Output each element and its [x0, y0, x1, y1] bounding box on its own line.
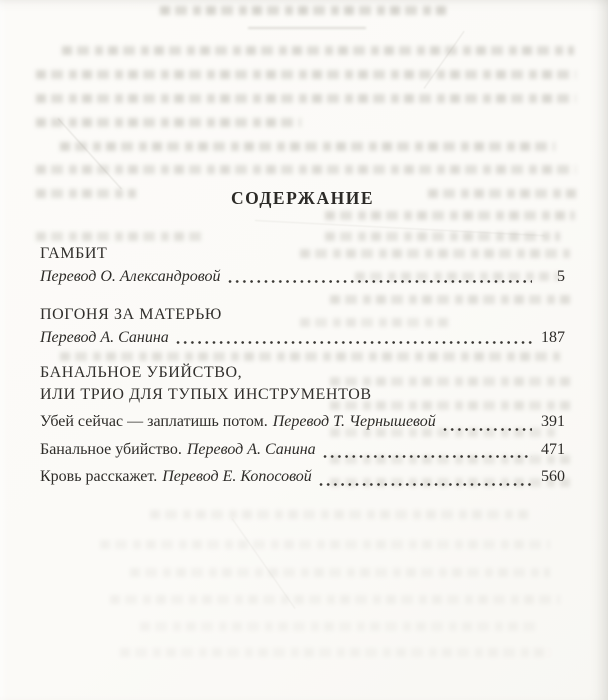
ghost-text-line	[130, 568, 550, 577]
ghost-text-line	[60, 142, 555, 151]
toc-entry-title: Кровь расскажет.	[40, 468, 158, 485]
dot-leader	[323, 454, 532, 459]
ghost-divider-rule	[248, 27, 366, 29]
toc-entry-translator: Перевод Е. Копосовой	[162, 468, 312, 485]
table-of-contents	[40, 187, 565, 491]
ghost-text-line	[150, 510, 530, 519]
ghost-text-line	[36, 94, 576, 103]
toc-entry	[40, 265, 565, 288]
ghost-text-line	[36, 165, 576, 174]
toc-entry-translator: Перевод А. Санина	[186, 440, 316, 458]
toc-entry-label	[40, 463, 312, 491]
ghost-text-line	[120, 648, 550, 657]
toc-section-title-line1: БАНАЛЬНОЕ УБИЙСТВО,	[40, 364, 243, 381]
toc-entry-translator: Перевод Т. Чернышевой	[272, 413, 436, 430]
toc-entry-translator: Перевод О. Александровой	[40, 268, 221, 285]
toc-entry	[40, 408, 565, 436]
toc-section-title-line2: ИЛИ ТРИО ДЛЯ ТУПЫХ ИНСТРУМЕНТОВ	[40, 386, 372, 403]
ghost-text-line	[100, 540, 550, 549]
toc-entry-page-number: 560	[541, 468, 565, 485]
toc-entry-title: Убей сейчас — заплатишь потом.	[40, 413, 268, 430]
toc-entry	[40, 326, 565, 349]
scratch-mark	[424, 31, 465, 89]
ghost-text-line	[160, 6, 450, 15]
toc-entry-page-number: 471	[541, 440, 565, 458]
toc-entry-label	[40, 408, 436, 436]
toc-entry-translator: Перевод А. Санина	[40, 329, 169, 346]
scratch-mark	[58, 118, 122, 189]
toc-entry-page-number: 391	[541, 413, 565, 430]
dot-leader	[443, 427, 532, 432]
toc-entry-page-number: 5	[557, 268, 565, 285]
ghost-text-line	[110, 595, 560, 604]
toc-section-pogonya	[40, 303, 565, 349]
ghost-text-line	[36, 118, 301, 127]
dot-leader	[319, 482, 532, 487]
ghost-text-line	[62, 46, 574, 55]
toc-section-banalnoe	[40, 362, 565, 491]
ghost-text-line	[36, 70, 576, 79]
toc-entry-label	[40, 436, 316, 464]
toc-entry	[40, 436, 565, 464]
scratch-mark	[232, 518, 296, 609]
page-title: СОДЕРЖАНИЕ	[230, 188, 374, 208]
toc-entry-page-number: 187	[541, 329, 565, 346]
toc-section-gambit	[40, 242, 565, 288]
ghost-text-line	[140, 622, 540, 631]
toc-entry-title: Банальное убийство.	[40, 440, 182, 458]
toc-section-title: ГАМБИТ	[40, 245, 108, 262]
dot-leader	[228, 279, 532, 284]
dot-leader	[176, 340, 532, 345]
toc-section-title: ПОГОНЯ ЗА МАТЕРЬЮ	[40, 306, 222, 323]
toc-entry	[40, 463, 565, 491]
